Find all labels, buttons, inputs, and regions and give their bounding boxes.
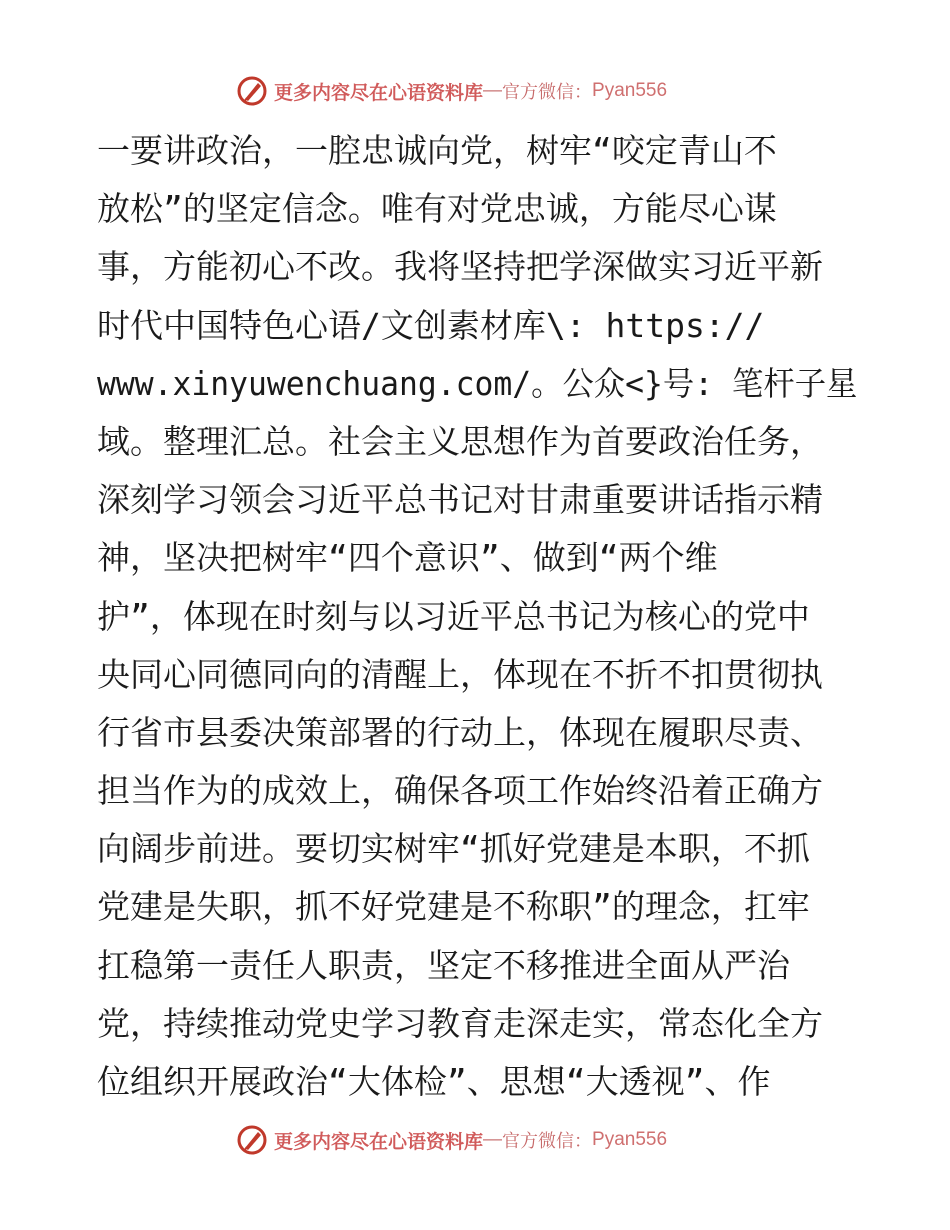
text-line: 行省市县委决策部署的行动上，体现在履职尽责、 bbox=[97, 712, 823, 752]
text-line: www.xinyuwenchuang.com/。公众<}号: 笔杆子星 bbox=[97, 363, 858, 403]
text-line: 深刻学习领会习近平总书记对甘肃重要讲话指示精 bbox=[97, 480, 823, 520]
text-line: 时代中国特色心语/文创素材库\: https:// bbox=[97, 305, 765, 345]
watermark-dash: — bbox=[483, 1129, 503, 1150]
watermark-official-label: 官方微信： bbox=[502, 82, 593, 103]
text-line: 担当作为的成效上，确保各项工作始终沿着正确方 bbox=[97, 771, 823, 811]
watermark-brand: 更多内容尽在心语资料库 bbox=[274, 1130, 484, 1153]
text-line: 党，持续推动党史学习教育走深走实，常态化全方 bbox=[97, 1003, 823, 1043]
footer-watermark bbox=[236, 1122, 667, 1158]
text-line: 域。整理汇总。社会主义思想作为首要政治任务， bbox=[97, 421, 823, 461]
quill-logo-icon bbox=[236, 1124, 268, 1156]
text-line: 护”，体现在时刻与以习近平总书记为核心的党中 bbox=[97, 596, 810, 636]
body-paragraph bbox=[97, 122, 857, 1111]
text-line: 放松”的坚定信念。唯有对党忠诚，方能尽心谋 bbox=[97, 189, 777, 229]
quill-logo-icon bbox=[236, 75, 268, 107]
text-line: 向阔步前进。要切实树牢“抓好党建是本职，不抓 bbox=[97, 829, 810, 869]
text-line: 党建是失职，抓不好党建是不称职”的理念，扛牢 bbox=[97, 887, 810, 927]
text-line: 位组织开展政治“大体检”、思想“大透视”、作 bbox=[97, 1062, 771, 1101]
text-line: 央同心同德同向的清醒上，体现在不折不扣贯彻执 bbox=[97, 654, 823, 694]
text-line: 扛稳第一责任人职责，坚定不移推进全面从严治 bbox=[97, 945, 790, 985]
watermark-dash: — bbox=[483, 80, 503, 101]
watermark-wechat-id: Pyan556 bbox=[592, 80, 668, 101]
watermark-brand: 更多内容尽在心语资料库 bbox=[274, 81, 484, 104]
header-watermark bbox=[236, 73, 667, 109]
watermark-official-label: 官方微信： bbox=[502, 1131, 593, 1152]
text-line: 事，方能初心不改。我将坚持把学深做实习近平新 bbox=[97, 247, 823, 287]
watermark-wechat-id: Pyan556 bbox=[592, 1129, 668, 1150]
text-line: 一要讲政治，一腔忠诚向党，树牢“咬定青山不 bbox=[97, 131, 777, 170]
text-line: 神，坚决把树牢“四个意识”、做到“两个维 bbox=[97, 538, 718, 578]
